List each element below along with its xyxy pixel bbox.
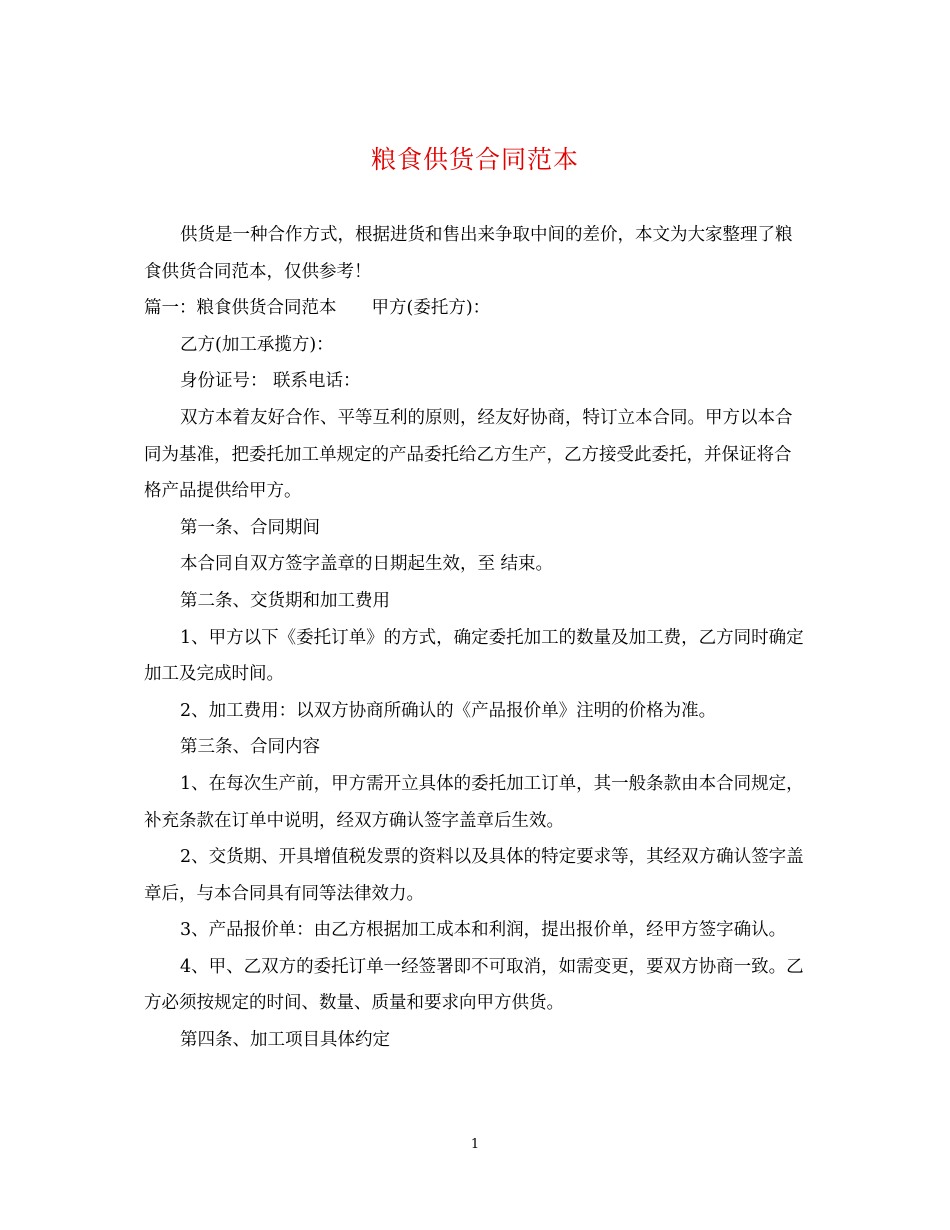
article-2-item-1: 1、甲方以下《委托订单》的方式，确定委托加工的数量及加工费，乙方同时确定加工及完成时间。 [144,627,804,685]
document-body [144,217,808,1059]
article-4-heading: 第四条、加工项目具体约定 [180,1030,390,1051]
article-3-item-2: 2、交货期、开具增值税发票的资料以及具体的特定要求等，其经双方确认签字盖章后，与本合同具有同等法律效力。 [144,847,804,904]
party-b-line: 乙方(加工承揽方)： [180,334,334,355]
id-contact-line: 身份证号： 联系电话： [180,371,361,392]
article-1-text: 本合同自双方签字盖章的日期起生效，至 结束。 [180,554,554,575]
article-2-item-2: 2、加工费用：以双方协商所确认的《产品报价单》注明的价格为准。 [180,700,717,721]
page-number: 1 [470,1137,480,1152]
article-2-heading: 第二条、交货期和加工费用 [180,590,390,611]
article-3-heading: 第三条、合同内容 [180,737,320,758]
article-3-item-4: 4、甲、乙双方的委托订单一经签署即不可取消，如需变更，要双方协商一致。乙方必须按规定的时间、数量、质量和要求向甲方供货。 [144,956,804,1014]
article-3-item-3: 3、产品报价单：由乙方根据加工成本和利润，提出报价单，经甲方签字确认。 [180,920,787,941]
intro-paragraph: 供货是一种合作方式，根据进货和售出来争取中间的差价，本文为大家整理了粮食供货合同范本，仅供参考！ [144,225,793,282]
preamble-paragraph: 双方本着友好合作、平等互利的原则，经友好协商，特订立本合同。甲方以本合同为基准，把委托加工单规定的产品委托给乙方生产，乙方接受此委托，并保证将合格产品提供给甲方。 [144,407,793,502]
article-3-item-1: 1、在每次生产前，甲方需开立具体的委托加工订单，其一般条款由本合同规定，补充条款在订单中说明，经双方确认签字盖章后生效。 [144,773,804,831]
article-1-heading: 第一条、合同期间 [180,517,320,538]
party-a-line: 篇一：粮食供货合同范本 甲方(委托方)： [144,298,491,319]
document-title: 粮食供货合同范本 [370,145,579,174]
